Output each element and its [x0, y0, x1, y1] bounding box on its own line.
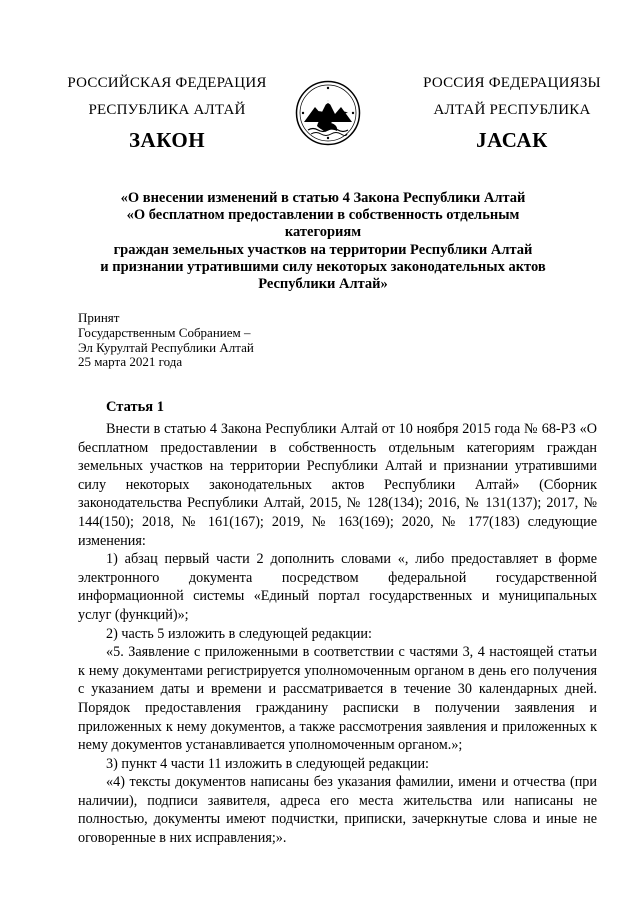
header-left-law-word: ЗАКОН [128, 128, 206, 152]
law-title-line: и признании утратившими силу некоторых законодательных актов [100, 258, 546, 275]
article-paragraph: «4) тексты документов написаны без указания фамилии, имени и отчества (при наличии), подписи заявителя, адреса его места жительства или написаны не полностью, документы имеют подчистки, приписки, зачеркнутые слова и иные не оговоренные в них исправления;». [78, 774, 597, 847]
article-paragraph: 2) часть 5 изложить в следующей редакции: [106, 625, 372, 642]
law-title [88, 190, 558, 293]
article-body [78, 420, 597, 848]
law-title-line: «О внесении изменений в статью 4 Закона Республики Алтай [120, 190, 526, 206]
adoption-date: 25 марта 2021 года [78, 354, 183, 370]
article-paragraph: 3) пункт 4 части 11 изложить в следующей редакции: [106, 755, 429, 772]
article-paragraph: Внести в статью 4 Закона Республики Алтай от 10 ноября 2015 года № 68-РЗ «О бесплатном предоставлении в собственность отдельным категориям граждан земельных участков на территории Республики Алтай и признании утратившими силу некоторых законодательных актов Республики Алтай» (Сборник законодательства Республики Алтай, 2015, № 128(134); 2016, № 131(137); 2017, № 144(150); 2018, № 161(167); 2019, № 163(169); 2020, № 177(183) следующие изменения: [78, 421, 597, 549]
header-left-block [57, 75, 277, 153]
law-title-line: «О бесплатном предоставлении в собственность отдельным категориям [126, 207, 520, 241]
header-right-block [402, 75, 622, 153]
article-paragraph: «5. Заявление с приложенными в соответствии с частями 3, 4 настоящей статьи к нему документами регистрируется уполномоченным органом в день его получения с указанием даты и времени и рассматривается в течение 30 календарных дней. Порядок предоставления гражданину расписки в получении заявления и приложенных к нему документов, а также рассмотрения заявления и приложенных к нему документов устанавливается уполномоченным органом.»; [78, 644, 597, 754]
header-right-country: РОССИЯ ФЕДЕРАЦИЯЗЫ [423, 75, 601, 91]
law-title-line: граждан земельных участков на территории Республики Алтай [113, 241, 533, 258]
header-right-republic: АЛТАЙ РЕСПУБЛИКА [433, 102, 591, 118]
law-title-line: Республики Алтай» [258, 276, 388, 293]
header-left-republic: РЕСПУБЛИКА АЛТАЙ [88, 102, 246, 118]
adoption-line: Государственным Собранием – [78, 324, 251, 340]
adoption-line: Эл Курултай Республики Алтай [78, 339, 254, 355]
article-paragraph: 1) абзац первый части 2 дополнить словами «, либо предоставляет в форме электронного документа посредством федеральной государственной информационной системы «Единый портал государственных и муниципальных услуг (функций)»; [78, 551, 597, 623]
header-left-country: РОССИЙСКАЯ ФЕДЕРАЦИЯ [67, 75, 267, 91]
adoption-line: Принят [78, 310, 120, 325]
header-right-law-word: JАСАК [476, 128, 548, 152]
adoption-info [78, 311, 254, 370]
coat-of-arms-icon [295, 80, 361, 146]
article-heading: Статья 1 [106, 399, 164, 415]
